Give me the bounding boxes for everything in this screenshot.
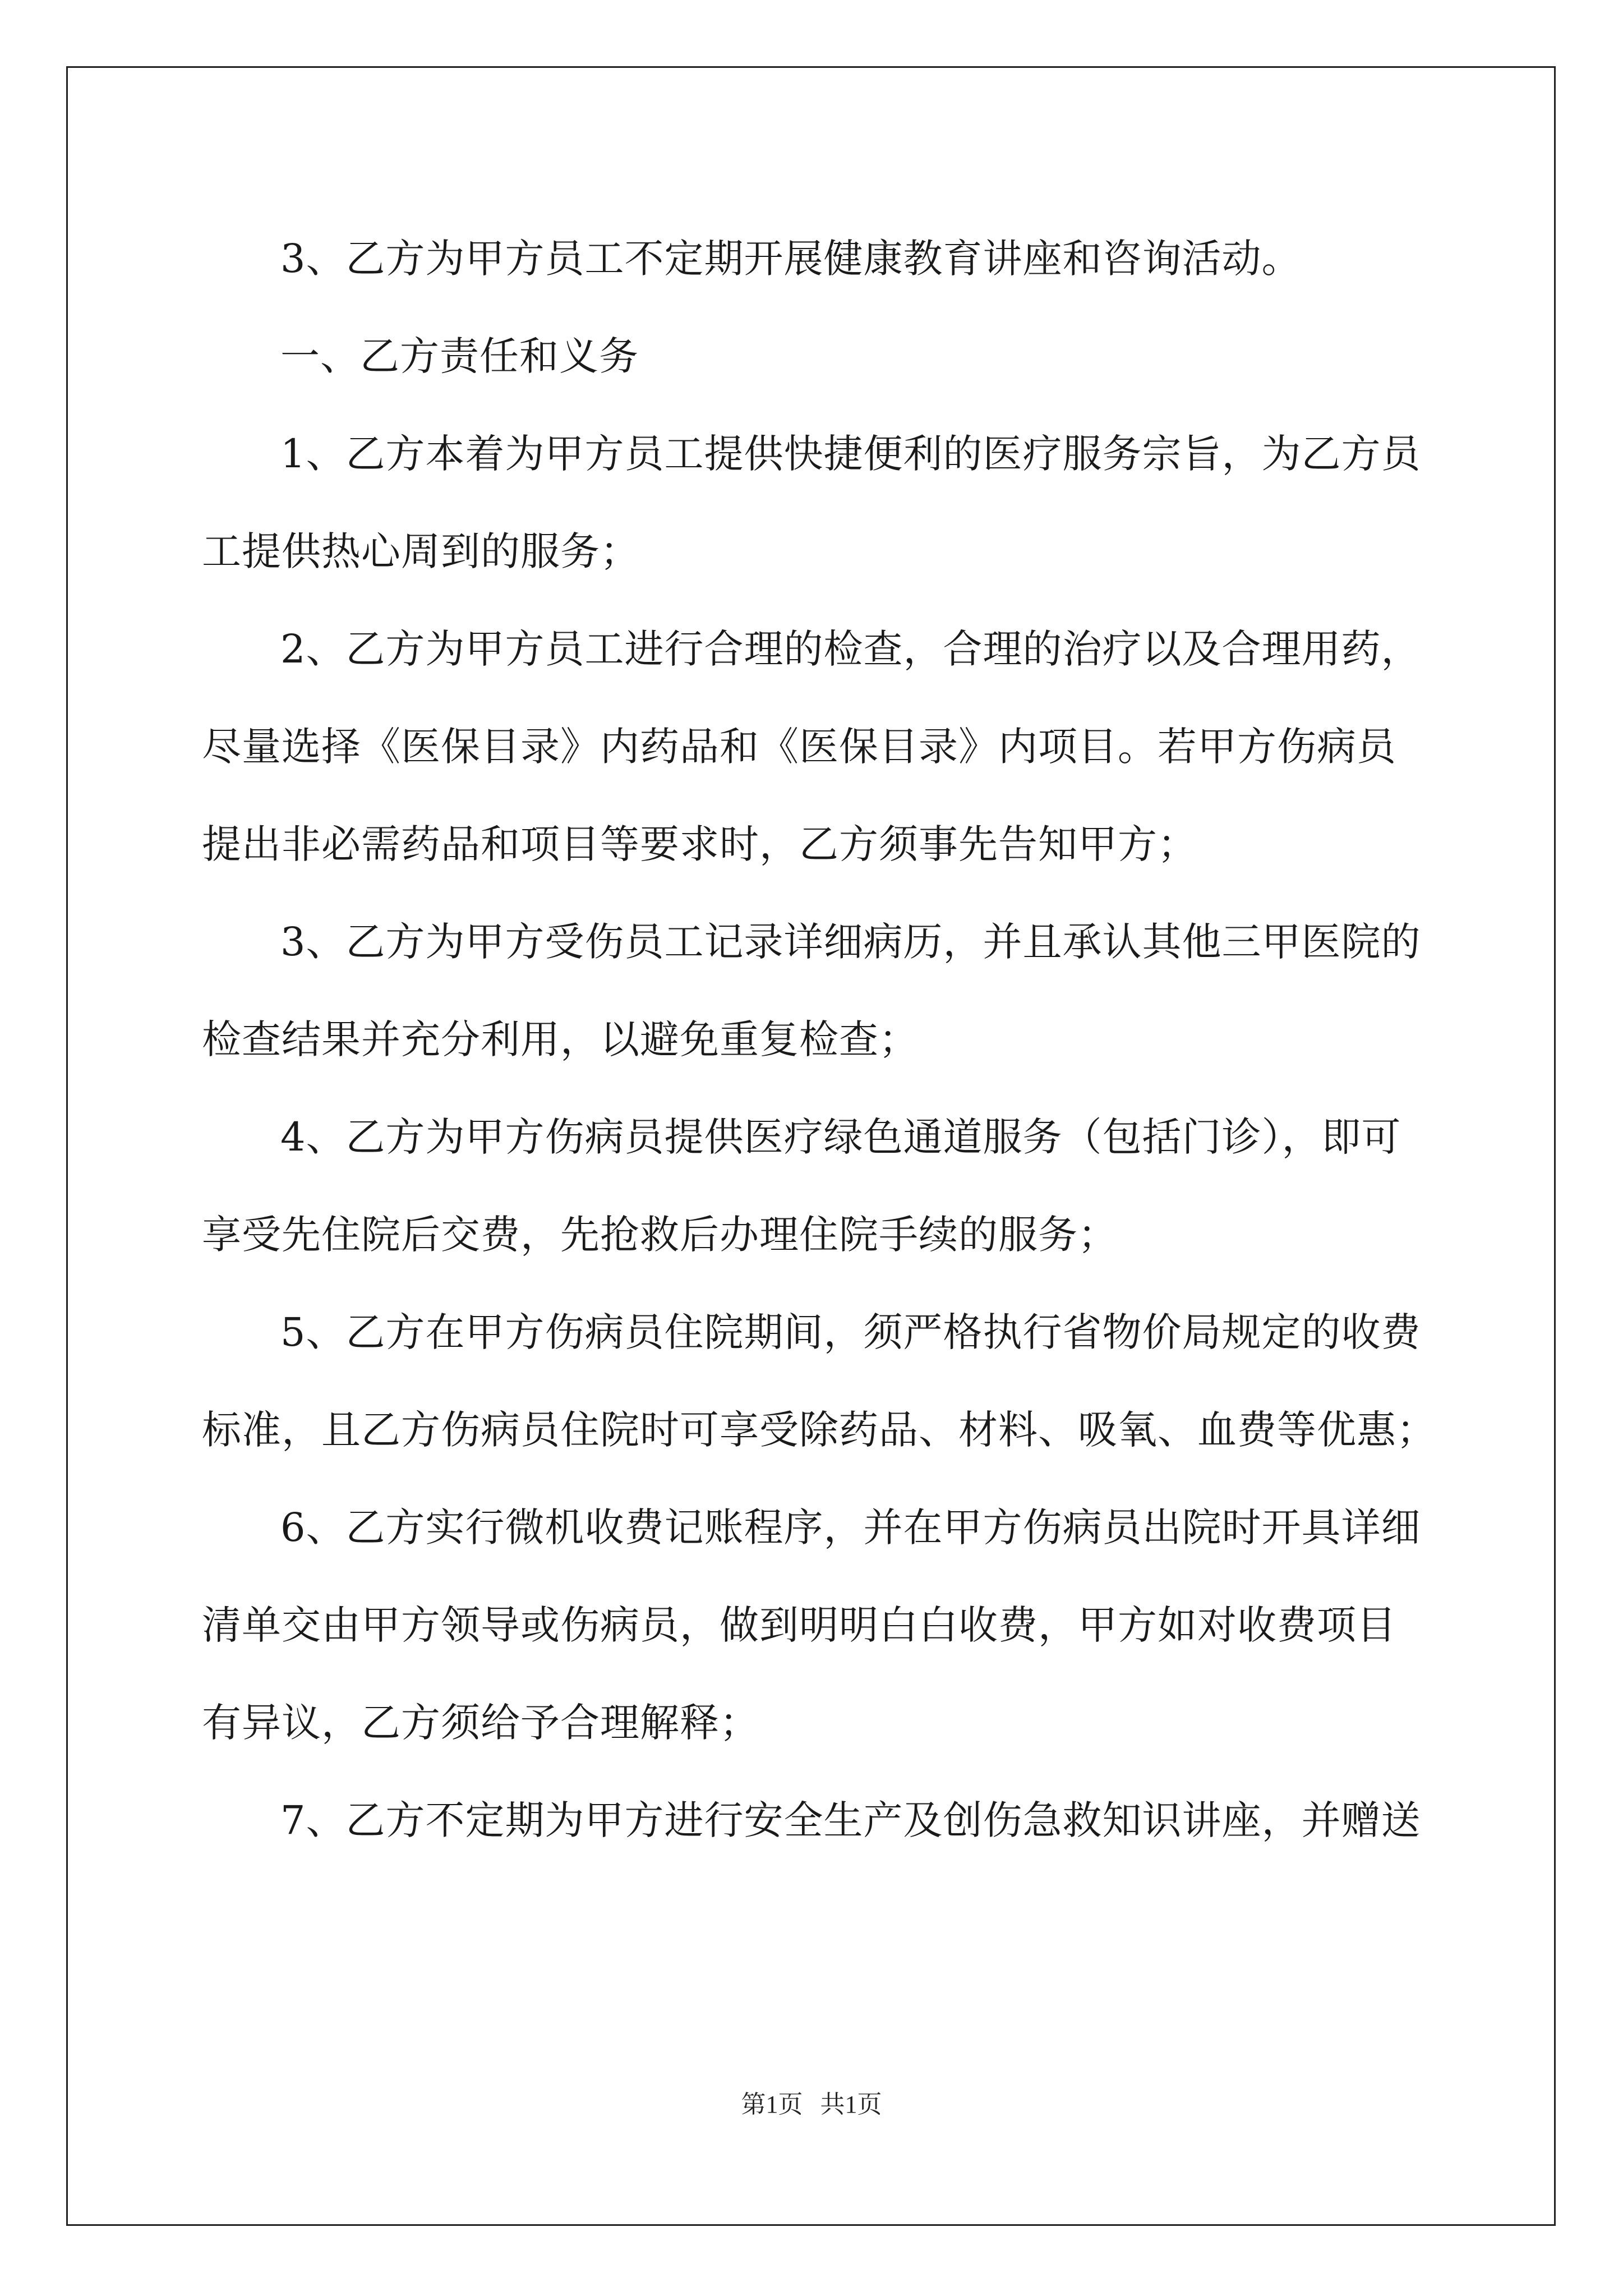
paragraph-item-1 [202, 405, 1424, 600]
paragraph-item-5 [202, 1283, 1436, 1479]
text-line: 7、乙方不定期为甲方进行安全生产及创伤急救知识讲座，并赠送 [280, 1797, 1421, 1843]
page-total: 共1页 [820, 2091, 882, 2118]
text-line: 5、乙方在甲方伤病员住院期间，须严格执行省物价局规定的收费 [280, 1309, 1421, 1355]
text-line: 有异议，乙方须给予合理解释； [202, 1700, 759, 1746]
text-line: 1、乙方本着为甲方员工提供快捷便利的医疗服务宗旨，为乙方员 [280, 431, 1421, 477]
text-line: 享受先住院后交费，先抢救后办理住院手续的服务； [202, 1212, 1118, 1258]
text-line: 3、乙方为甲方受伤员工记录详细病历，并且承认其他三甲医院的 [280, 919, 1421, 965]
paragraph-item-2 [202, 600, 1424, 893]
page-footer [0, 2084, 1623, 2120]
paragraph-item-7 [202, 1772, 1424, 1869]
paragraph-health-education [202, 210, 1424, 307]
text-line: 标准，且乙方伤病员住院时可享受除药品、材料、吸氧、血费等优惠； [202, 1407, 1436, 1453]
text-line: 2、乙方为甲方员工进行合理的检查，合理的治疗以及合理用药， [280, 626, 1421, 672]
page-number: 第1页 [741, 2091, 803, 2118]
text-line: 尽量选择《医保目录》内药品和《医保目录》内项目。若甲方伤病员 [202, 724, 1396, 770]
paragraph-item-4 [202, 1088, 1424, 1283]
paragraph-item-3 [202, 893, 1424, 1088]
text-line: 一、乙方责任和义务 [280, 333, 639, 379]
text-line: 工提供热心周到的服务； [202, 528, 640, 574]
text-line: 6、乙方实行微机收费记账程序，并在甲方伤病员出院时开具详细 [280, 1504, 1421, 1550]
section-heading-responsibilities [202, 307, 1424, 405]
text-line: 清单交由甲方领导或伤病员，做到明明白白收费，甲方如对收费项目 [202, 1602, 1396, 1648]
paragraph-item-6 [202, 1479, 1424, 1772]
text-line: 检查结果并充分利用，以避免重复检查； [202, 1016, 919, 1062]
text-line: 4、乙方为甲方伤病员提供医疗绿色通道服务（包括门诊），即可 [280, 1114, 1401, 1160]
text-line: 提出非必需药品和项目等要求时，乙方须事先告知甲方； [202, 821, 1197, 867]
text-line: 3、乙方为甲方员工不定期开展健康教育讲座和咨询活动。 [280, 236, 1302, 282]
